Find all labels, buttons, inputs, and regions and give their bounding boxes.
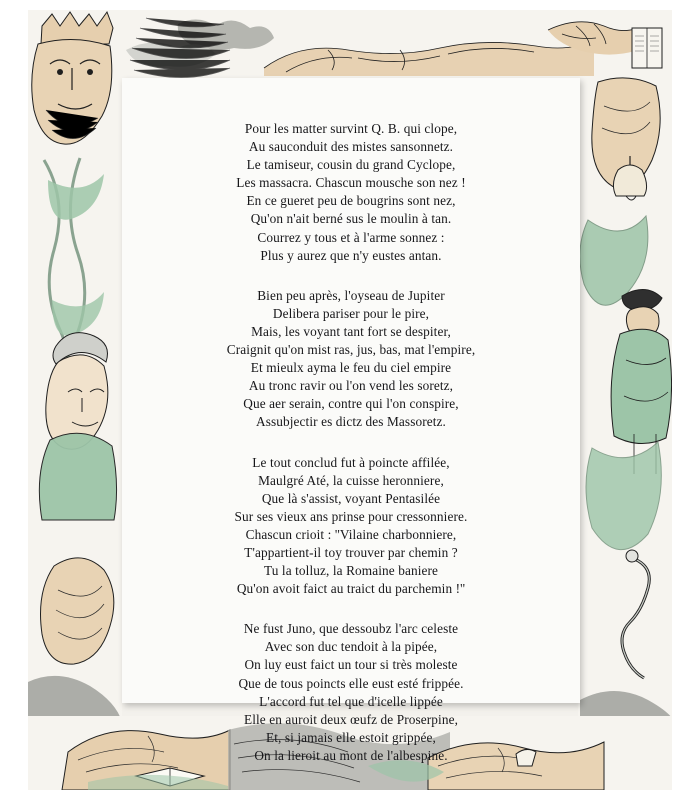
poem-line: Sur ses vieux ans prinse pour cressonniere. <box>234 508 468 524</box>
poem-line: On la lieroit au mont de l'albespine. <box>254 747 448 763</box>
poem-line: Mais, les voyant tant fort se despiter, <box>251 323 451 339</box>
poem-line: Delibera pariser pour le pire, <box>272 305 430 321</box>
poem-line: Qu'on n'ait berné sus le moulin à tan. <box>250 211 452 227</box>
poem-line: Maulgré Até, la cuisse heronniere, <box>258 472 444 488</box>
poem-line: Pour les matter survint Q. B. qui clope, <box>244 121 458 136</box>
poem-line: En ce gueret peu de bougrins sont nez, <box>246 193 456 209</box>
top-band-art <box>28 10 672 80</box>
stanza-3 <box>132 454 570 599</box>
poem-line: Et, si jamais elle estoit grippée, <box>266 729 436 745</box>
left-band-art <box>28 12 122 722</box>
poem-line: Le tout conclud fut à poincte affilée, <box>252 454 450 470</box>
poem-line: Au tronc ravir ou l'on vend les soretz, <box>248 378 454 394</box>
poem-line: L'accord fut tel que d'icelle lippée <box>259 693 443 709</box>
right-band-art <box>578 78 672 718</box>
stanza-2 <box>132 287 570 432</box>
poem-line: Plus y aurez que n'y eustes antan. <box>260 247 442 263</box>
poem-sheet <box>122 78 580 763</box>
stanza-1 <box>132 120 570 265</box>
poem-line: On luy eust faict un tour si très moleste <box>244 657 458 673</box>
poem-line: Courrez y tous et à l'arme sonnez : <box>257 229 445 245</box>
poem-line: Le tamiseur, cousin du grand Cyclope, <box>246 157 456 173</box>
poem-line: Elle en auroit deux œufz de Proserpine, <box>244 711 458 727</box>
poem-line: Qu'on avoit faict au traict du parchemin !'' <box>236 581 466 597</box>
poem-line: Ne fust Juno, que dessoubz l'arc celeste <box>243 621 459 637</box>
poem-line: Avec son duc tendoit à la pipée, <box>264 639 438 655</box>
poem-text <box>122 78 580 765</box>
poem-line: Bien peu après, l'oyseau de Jupiter <box>257 287 445 303</box>
poem-line: T'appartient-il toy trouver par chemin ? <box>244 544 458 560</box>
poem-line: Que de tous poincts elle eust esté frippée. <box>238 675 464 691</box>
poem-line: Chascun crioit : ''Vilaine charbonniere, <box>245 526 457 542</box>
poem-line: Assubjectir es dictz des Massoretz. <box>256 414 446 430</box>
poem-line: Les massacra. Chascun mousche son nez ! <box>236 175 466 191</box>
poem-line: Au sauconduit des mistes sansonnetz. <box>248 139 454 155</box>
poem-line: Tu la tolluz, la Romaine baniere <box>263 563 439 579</box>
poem-line: Craignit qu'on mist ras, jus, bas, mat l'empire, <box>226 342 476 358</box>
poem-line: Que là s'assist, voyant Pentasilée <box>261 490 441 506</box>
poem-line: Et mieulx ayma le feu du ciel empire <box>250 360 452 376</box>
stanza-4 <box>132 620 570 765</box>
poem-line: Que aer serain, contre qui l'on conspire, <box>243 396 459 412</box>
